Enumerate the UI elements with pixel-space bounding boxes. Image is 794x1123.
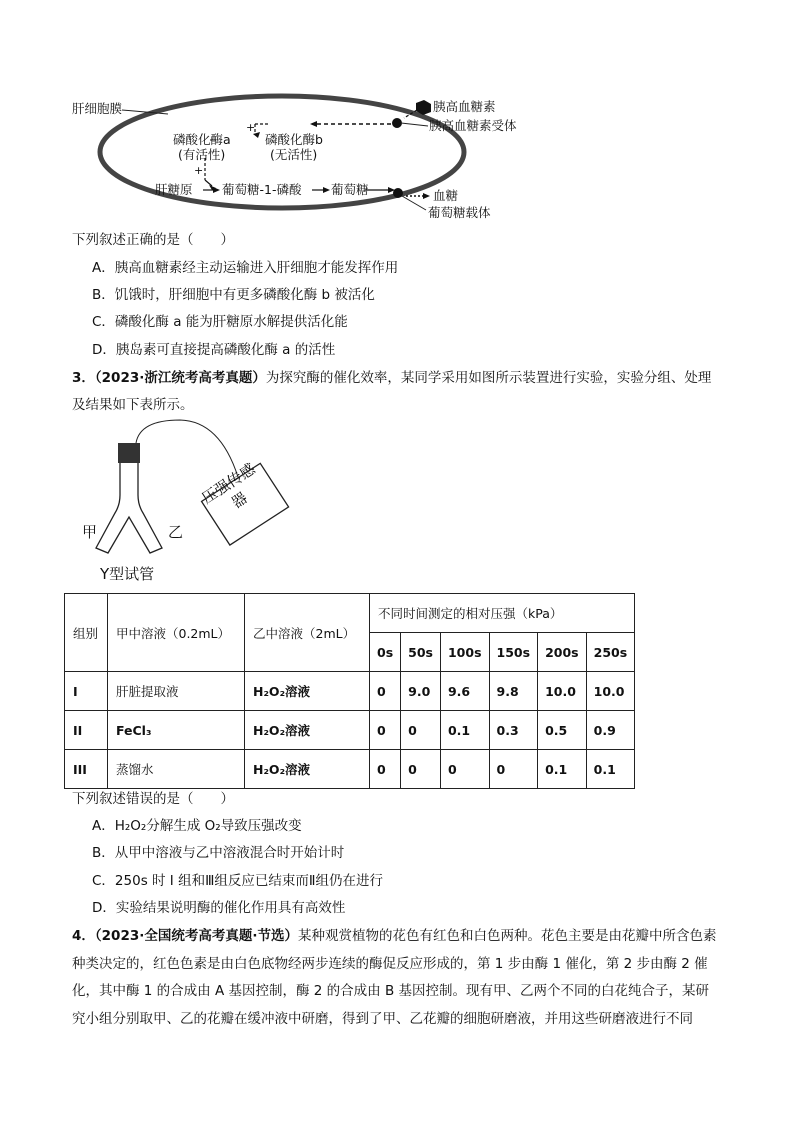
glucose-carrier-dot bbox=[393, 188, 403, 198]
pressure-sensor-label: 压强传感器 bbox=[198, 459, 259, 513]
value-cell: 0 bbox=[401, 711, 441, 750]
table-row bbox=[65, 672, 635, 711]
plus-sign-b: + bbox=[246, 121, 256, 134]
time-header: 0s bbox=[370, 633, 401, 672]
value-cell: 9.6 bbox=[440, 672, 489, 711]
q3-stem: 下列叙述错误的是（ ） bbox=[72, 791, 234, 807]
time-header: 50s bbox=[401, 633, 441, 672]
carrier-label: 葡萄糖载体 bbox=[428, 205, 491, 220]
value-cell: 0.9 bbox=[586, 711, 635, 750]
group-cell: I bbox=[65, 672, 108, 711]
value-cell: 10.0 bbox=[538, 672, 587, 711]
q3-option-a[interactable]: A．H₂O₂分解生成 O₂导致压强改变 bbox=[92, 818, 302, 834]
g1p-label: 葡萄糖-1-磷酸 bbox=[222, 182, 302, 197]
enzyme-a-note: (有活性) bbox=[178, 147, 226, 162]
value-cell: 0 bbox=[370, 750, 401, 789]
enzyme-b-label: 磷酸化酶b bbox=[265, 132, 323, 147]
q3-option-c[interactable]: C．250s 时 I 组和Ⅲ组反应已结束而Ⅱ组仍在进行 bbox=[92, 873, 384, 889]
jia-cell: 蒸馏水 bbox=[108, 750, 245, 789]
blood-sugar-label: 血糖 bbox=[433, 188, 459, 203]
time-header: 150s bbox=[489, 633, 538, 672]
value-cell: 0.1 bbox=[538, 750, 587, 789]
tube-right-label: 乙 bbox=[168, 523, 184, 541]
value-cell: 0 bbox=[401, 750, 441, 789]
table-row bbox=[65, 711, 635, 750]
header-group: 组别 bbox=[65, 594, 108, 672]
q4-number: 4． bbox=[72, 928, 95, 944]
jia-cell: FeCl₃ bbox=[108, 711, 245, 750]
glycogen-label: 肝糖原 bbox=[155, 182, 193, 197]
q3-intro-line1: 为探究酶的催化效率，某同学采用如图所示装置进行实验，实验分组、处理 bbox=[265, 370, 712, 386]
q3-source: （2023·浙江统考高考真题） bbox=[94, 370, 266, 386]
q4-line2: 种类决定的，红色色素是由白色底物经两步连续的酶促反应形成的，第 1 步由酶 1 催化，第 2 步由酶 2 催 bbox=[72, 956, 708, 972]
q2-option-c[interactable]: C．磷酸化酶 a 能为肝糖原水解提供活化能 bbox=[92, 314, 348, 330]
y-tube-figure bbox=[70, 415, 300, 585]
group-cell: III bbox=[65, 750, 108, 789]
value-cell: 0 bbox=[440, 750, 489, 789]
glucagon-label: 胰高血糖素 bbox=[433, 99, 496, 114]
pressure-table bbox=[64, 593, 635, 789]
q4-line3: 化，其中酶 1 的合成由 A 基因控制，酶 2 的合成由 B 基因控制。现有甲、乙两个不同的白花纯合子，某研 bbox=[72, 983, 710, 999]
value-cell: 0 bbox=[489, 750, 538, 789]
y-tube bbox=[96, 463, 162, 553]
membrane-label: 肝细胞膜 bbox=[72, 101, 123, 116]
value-cell: 0.1 bbox=[586, 750, 635, 789]
q3-number: 3． bbox=[72, 370, 95, 386]
q3-option-d[interactable]: D．实验结果说明酶的催化作用具有高效性 bbox=[92, 900, 346, 916]
value-cell: 9.8 bbox=[489, 672, 538, 711]
enzyme-b-note: (无活性) bbox=[270, 147, 318, 162]
group-cell: II bbox=[65, 711, 108, 750]
value-cell: 0.5 bbox=[538, 711, 587, 750]
q4-line4: 究小组分别取甲、乙的花瓣在缓冲液中研磨，得到了甲、乙花瓣的细胞研磨液，并用这些研磨液进行不同 bbox=[72, 1011, 693, 1027]
sensor-cable bbox=[136, 420, 238, 477]
table-row bbox=[65, 750, 635, 789]
tube-caption: Y型试管 bbox=[100, 565, 155, 583]
value-cell: 10.0 bbox=[586, 672, 635, 711]
value-cell: 9.0 bbox=[401, 672, 441, 711]
q4-line1: 某种观赏植物的花色有红色和白色两种。花色主要是由花瓣中所含色素 bbox=[298, 928, 717, 944]
value-cell: 0 bbox=[370, 711, 401, 750]
enzyme-a-label: 磷酸化酶a bbox=[173, 132, 231, 147]
q2-stem: 下列叙述正确的是（ ） bbox=[72, 232, 234, 248]
yi-cell: H₂O₂溶液 bbox=[245, 672, 370, 711]
glucose-label: 葡萄糖 bbox=[331, 182, 369, 197]
value-cell: 0 bbox=[370, 672, 401, 711]
value-cell: 0.1 bbox=[440, 711, 489, 750]
q4-source: （2023·全国统考高考真题·节选） bbox=[94, 928, 298, 944]
q3-option-b[interactable]: B．从甲中溶液与乙中溶液混合时开始计时 bbox=[92, 845, 345, 861]
tube-stopper bbox=[118, 443, 140, 463]
q2-option-a[interactable]: A．胰高血糖素经主动运输进入肝细胞才能发挥作用 bbox=[92, 260, 399, 276]
time-header: 100s bbox=[440, 633, 489, 672]
value-cell: 0.3 bbox=[489, 711, 538, 750]
time-header: 200s bbox=[538, 633, 587, 672]
jia-cell: 肝脏提取液 bbox=[108, 672, 245, 711]
q3-heading bbox=[72, 368, 711, 388]
plus-sign-a: + bbox=[194, 164, 204, 177]
header-yi: 乙中溶液（2mL） bbox=[245, 594, 370, 672]
q3-intro-line2: 及结果如下表所示。 bbox=[72, 397, 194, 413]
receptor-dot bbox=[392, 118, 402, 128]
receptor-label: 胰高血糖素受体 bbox=[429, 118, 517, 133]
header-jia: 甲中溶液（0.2mL） bbox=[108, 594, 245, 672]
liver-cell-diagram bbox=[60, 90, 560, 230]
yi-cell: H₂O₂溶液 bbox=[245, 711, 370, 750]
q4-heading bbox=[72, 926, 717, 946]
time-header: 250s bbox=[586, 633, 635, 672]
header-pressure: 不同时间测定的相对压强（kPa） bbox=[370, 594, 635, 633]
yi-cell: H₂O₂溶液 bbox=[245, 750, 370, 789]
tube-left-label: 甲 bbox=[82, 523, 98, 541]
q2-option-d[interactable]: D．胰岛素可直接提高磷酸化酶 a 的活性 bbox=[92, 342, 336, 358]
q2-option-b[interactable]: B．饥饿时，肝细胞中有更多磷酸化酶 b 被活化 bbox=[92, 287, 375, 303]
